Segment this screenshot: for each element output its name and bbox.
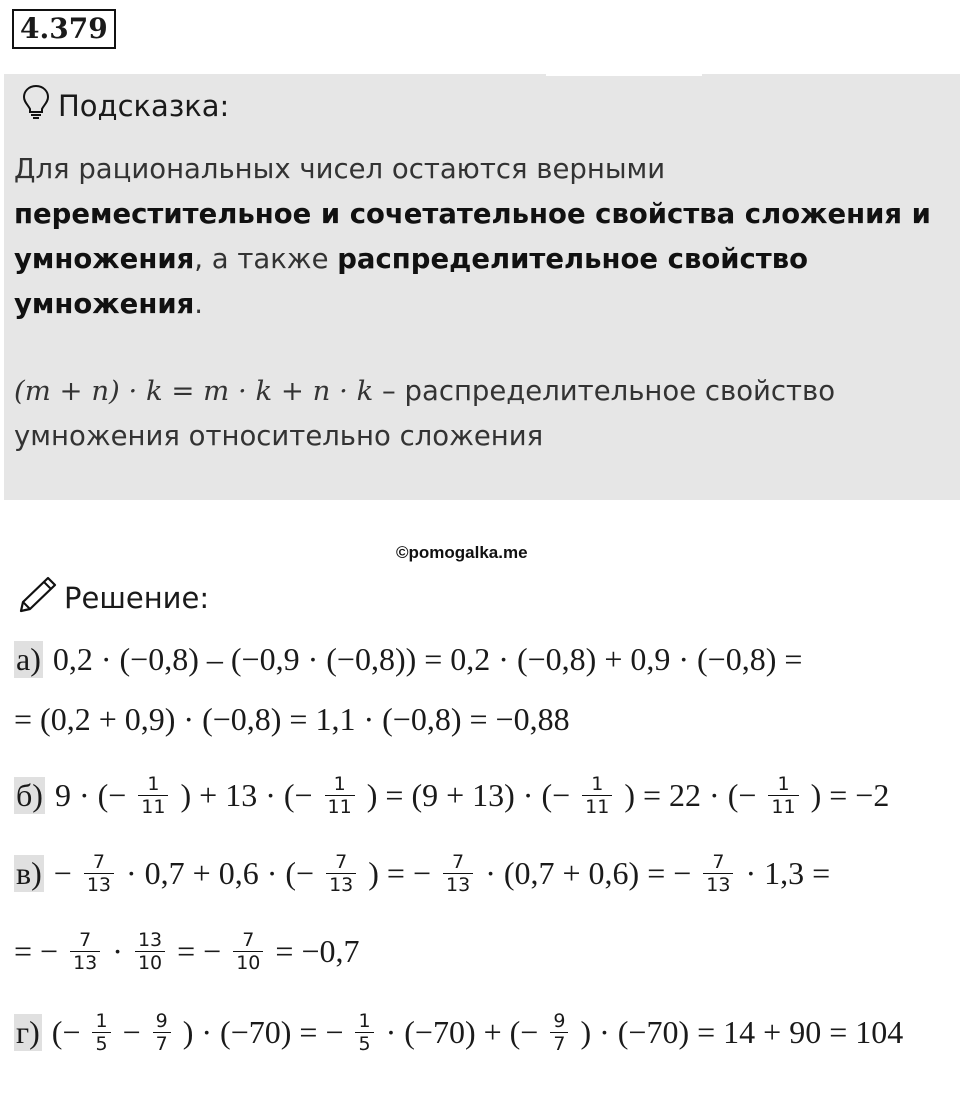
denominator: 13	[326, 873, 356, 896]
numerator: 1	[333, 773, 346, 795]
denominator: 11	[138, 795, 168, 818]
expr-b-seg: ) = −2	[802, 777, 890, 813]
expr-v-seg: −	[45, 855, 80, 891]
denominator: 13	[703, 873, 733, 896]
denominator: 5	[355, 1032, 373, 1055]
expr-v2-seg: = −0,7	[267, 933, 360, 969]
hint-tab-gap	[546, 72, 702, 76]
hint-text-2: , а также	[194, 243, 338, 275]
numerator: 7	[712, 851, 725, 873]
fraction	[70, 929, 100, 974]
solution-line-v2	[14, 929, 360, 974]
denominator: 11	[768, 795, 798, 818]
expr-b-seg: ) = (9 + 13) · (−	[358, 777, 579, 813]
fraction	[138, 773, 168, 818]
numerator: 13	[137, 929, 163, 951]
fraction	[355, 1010, 373, 1055]
expr-g-seg: · (−70) + (−	[377, 1014, 547, 1050]
numerator: 7	[452, 851, 465, 873]
fraction	[233, 929, 263, 974]
expr-a2: = (0,2 + 0,9) · (−0,8) = 1,1 · (−0,8) = −0,88	[14, 701, 570, 737]
lightbulb-icon	[22, 84, 50, 127]
solution-header	[18, 575, 209, 620]
fraction	[325, 773, 355, 818]
denominator: 10	[233, 951, 263, 974]
label-g: г)	[16, 1014, 40, 1050]
fraction	[550, 1010, 568, 1055]
numerator: 9	[155, 1010, 168, 1032]
denominator: 13	[70, 951, 100, 974]
solution-title: Решение:	[64, 580, 210, 615]
fraction	[326, 851, 356, 896]
expr-g-seg: ) · (−70) = −	[174, 1014, 352, 1050]
numerator: 7	[242, 929, 255, 951]
hint-header	[22, 84, 229, 127]
fraction	[703, 851, 733, 896]
numerator: 9	[553, 1010, 566, 1032]
hint-text-1: Для рациональных чисел остаются верными	[14, 153, 666, 185]
solution-line-g	[14, 1010, 903, 1055]
numerator: 7	[79, 929, 92, 951]
fraction	[84, 851, 114, 896]
expr-b-seg: ) = 22 · (−	[616, 777, 765, 813]
expr-v-seg: ) = −	[360, 855, 439, 891]
expr-v2-seg: = −	[169, 933, 230, 969]
fraction	[92, 1010, 110, 1055]
solution-line-a1	[14, 641, 802, 678]
label-b: б)	[16, 777, 43, 813]
numerator: 7	[335, 851, 348, 873]
fraction	[443, 851, 473, 896]
denominator: 11	[325, 795, 355, 818]
fraction	[135, 929, 165, 974]
numerator: 1	[147, 773, 160, 795]
formula-description: – распределительное свойство умножения относительно сложения	[14, 375, 836, 452]
expr-b-seg: ) + 13 · (−	[172, 777, 321, 813]
hint-paragraph	[14, 147, 944, 327]
denominator: 5	[92, 1032, 110, 1055]
solution-line-v1	[14, 851, 830, 896]
numerator: 1	[358, 1010, 371, 1032]
denominator: 13	[443, 873, 473, 896]
denominator: 13	[84, 873, 114, 896]
expr-b-seg: 9 · (−	[46, 777, 135, 813]
expr-v2-seg: = −	[14, 933, 67, 969]
fraction	[582, 773, 612, 818]
numerator: 7	[92, 851, 105, 873]
watermark: ©pomogalka.me	[396, 543, 528, 562]
label-v: в)	[16, 855, 42, 891]
expr-v2-seg: ·	[104, 933, 131, 969]
distributive-formula: (m + n) · k = m · k + n · k	[14, 375, 374, 407]
expr-v-seg: · 0,7 + 0,6 · (−	[118, 855, 323, 891]
expr-g-seg: (−	[43, 1014, 89, 1050]
label-a: а)	[16, 641, 41, 677]
solution-line-b	[14, 773, 889, 818]
hint-title: Подсказка:	[58, 88, 230, 123]
hint-text-bold-2: распределительное свойство умножения	[14, 243, 809, 320]
fraction	[153, 1010, 171, 1055]
denominator: 11	[582, 795, 612, 818]
expr-g-seg: −	[114, 1014, 149, 1050]
denominator: 7	[153, 1032, 171, 1055]
hint-text-3: .	[194, 288, 203, 320]
task-number: 4.379	[12, 9, 116, 49]
denominator: 7	[550, 1032, 568, 1055]
fraction	[768, 773, 798, 818]
hint-text-bold-1: переместительное и сочетательное свойства сложения и умножения	[14, 198, 931, 275]
numerator: 1	[95, 1010, 108, 1032]
numerator: 1	[777, 773, 790, 795]
expr-v-seg: · (0,7 + 0,6) = −	[477, 855, 700, 891]
denominator: 10	[135, 951, 165, 974]
numerator: 1	[591, 773, 604, 795]
expr-v-seg: · 1,3 =	[737, 855, 831, 891]
solution-line-a2	[14, 701, 570, 738]
expr-g-seg: ) · (−70) = 14 + 90 = 104	[572, 1014, 904, 1050]
expr-a1: 0,2 · (−0,8) – (−0,9 · (−0,8)) = 0,2 · (−0,8) + 0,9 · (−0,8) =	[44, 641, 803, 677]
hint-formula-line	[14, 369, 944, 459]
pencil-icon	[18, 575, 58, 620]
